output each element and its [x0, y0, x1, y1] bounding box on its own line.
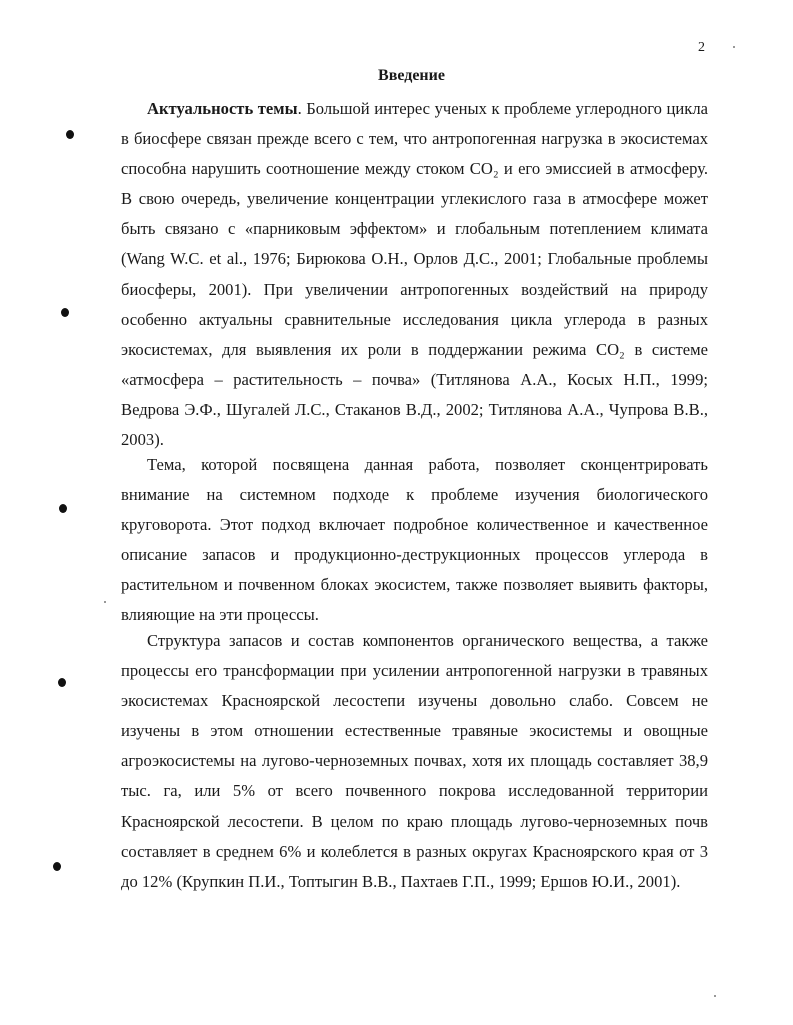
- punch-hole-mark: [58, 678, 66, 687]
- page-number: 2: [698, 40, 705, 55]
- paragraph-relevance: [121, 94, 708, 455]
- paragraph-text: . Большой интерес ученых к проблеме углеродного цикла в биосфере связан прежде всего с тем, что антропогенная нагрузка в экосистемах способна нарушить соотношение между стоком CO₂ и его эмиссией в атмосферу. В свою очередь, увеличение концентрации углекислого газа в атмосфере может быть связано с «парниковым эффектом» и глобальным потеплением климата (Wang W.C. et al., 1976; Бирюкова О.Н., Орлов Д.С., 2001; Глобальные проблемы биосферы, 2001). При увеличении антропогенных воздействий на природу особенно актуальны сравнительные исследования цикла углерода в разных экосистемах, для выявления их роли в поддержании режима CO₂ в системе «атмосфера – растительность – почва» (Титлянова А.А., Косых Н.П., 1999; Ведрова Э.Ф., Шугалей Л.С., Стаканов В.Д., 2002; Титлянова А.А., Чупрова В.В., 2003).: [121, 99, 709, 450]
- scan-speck: [104, 601, 106, 603]
- paragraph-structure: [121, 626, 708, 897]
- punch-hole-mark: [59, 504, 67, 513]
- punch-hole-mark: [66, 130, 74, 139]
- paragraph-lead: Актуальность темы: [147, 99, 298, 118]
- scan-speck: [714, 995, 716, 997]
- paragraph-text: Структура запасов и состав компонентов органического вещества, а также процессы его трансформации при усилении антропогенной нагрузки в травяных экосистемах Красноярской лесостепи изучены довольно слабо. Совсем не изучены в этом отношении естественные травяные экосистемы и овощные агроэкосистемы на лугово-черноземных почвах, хотя их площадь составляет 38,9 тыс. га, или 5% от всего почвенного покрова исследованной территории Красноярской лесостепи. В целом по краю площадь лугово-черноземных почв составляет в среднем 6% и колеблется в разных округах Красноярского края от 3 до 12% (Крупкин П.И., Топтыгин В.В., Пахтаев Г.П., 1999; Ершов Ю.И., 2001).: [121, 631, 708, 891]
- punch-hole-mark: [61, 308, 69, 317]
- paragraph-topic: [121, 450, 708, 631]
- scan-speck: [733, 46, 735, 48]
- paragraph-text: Тема, которой посвящена данная работа, позволяет сконцентрировать внимание на системном подходе к проблеме изучения биологического круговорота. Этот подход включает подробное количественное и качественное описание запасов и продукционно-деструкционных процессов углерода в растительном и почвенном блоках экосистем, также позволяет выявить факторы, влияющие на эти процессы.: [121, 455, 708, 625]
- punch-hole-mark: [53, 862, 61, 871]
- page-title: Введение: [378, 67, 445, 84]
